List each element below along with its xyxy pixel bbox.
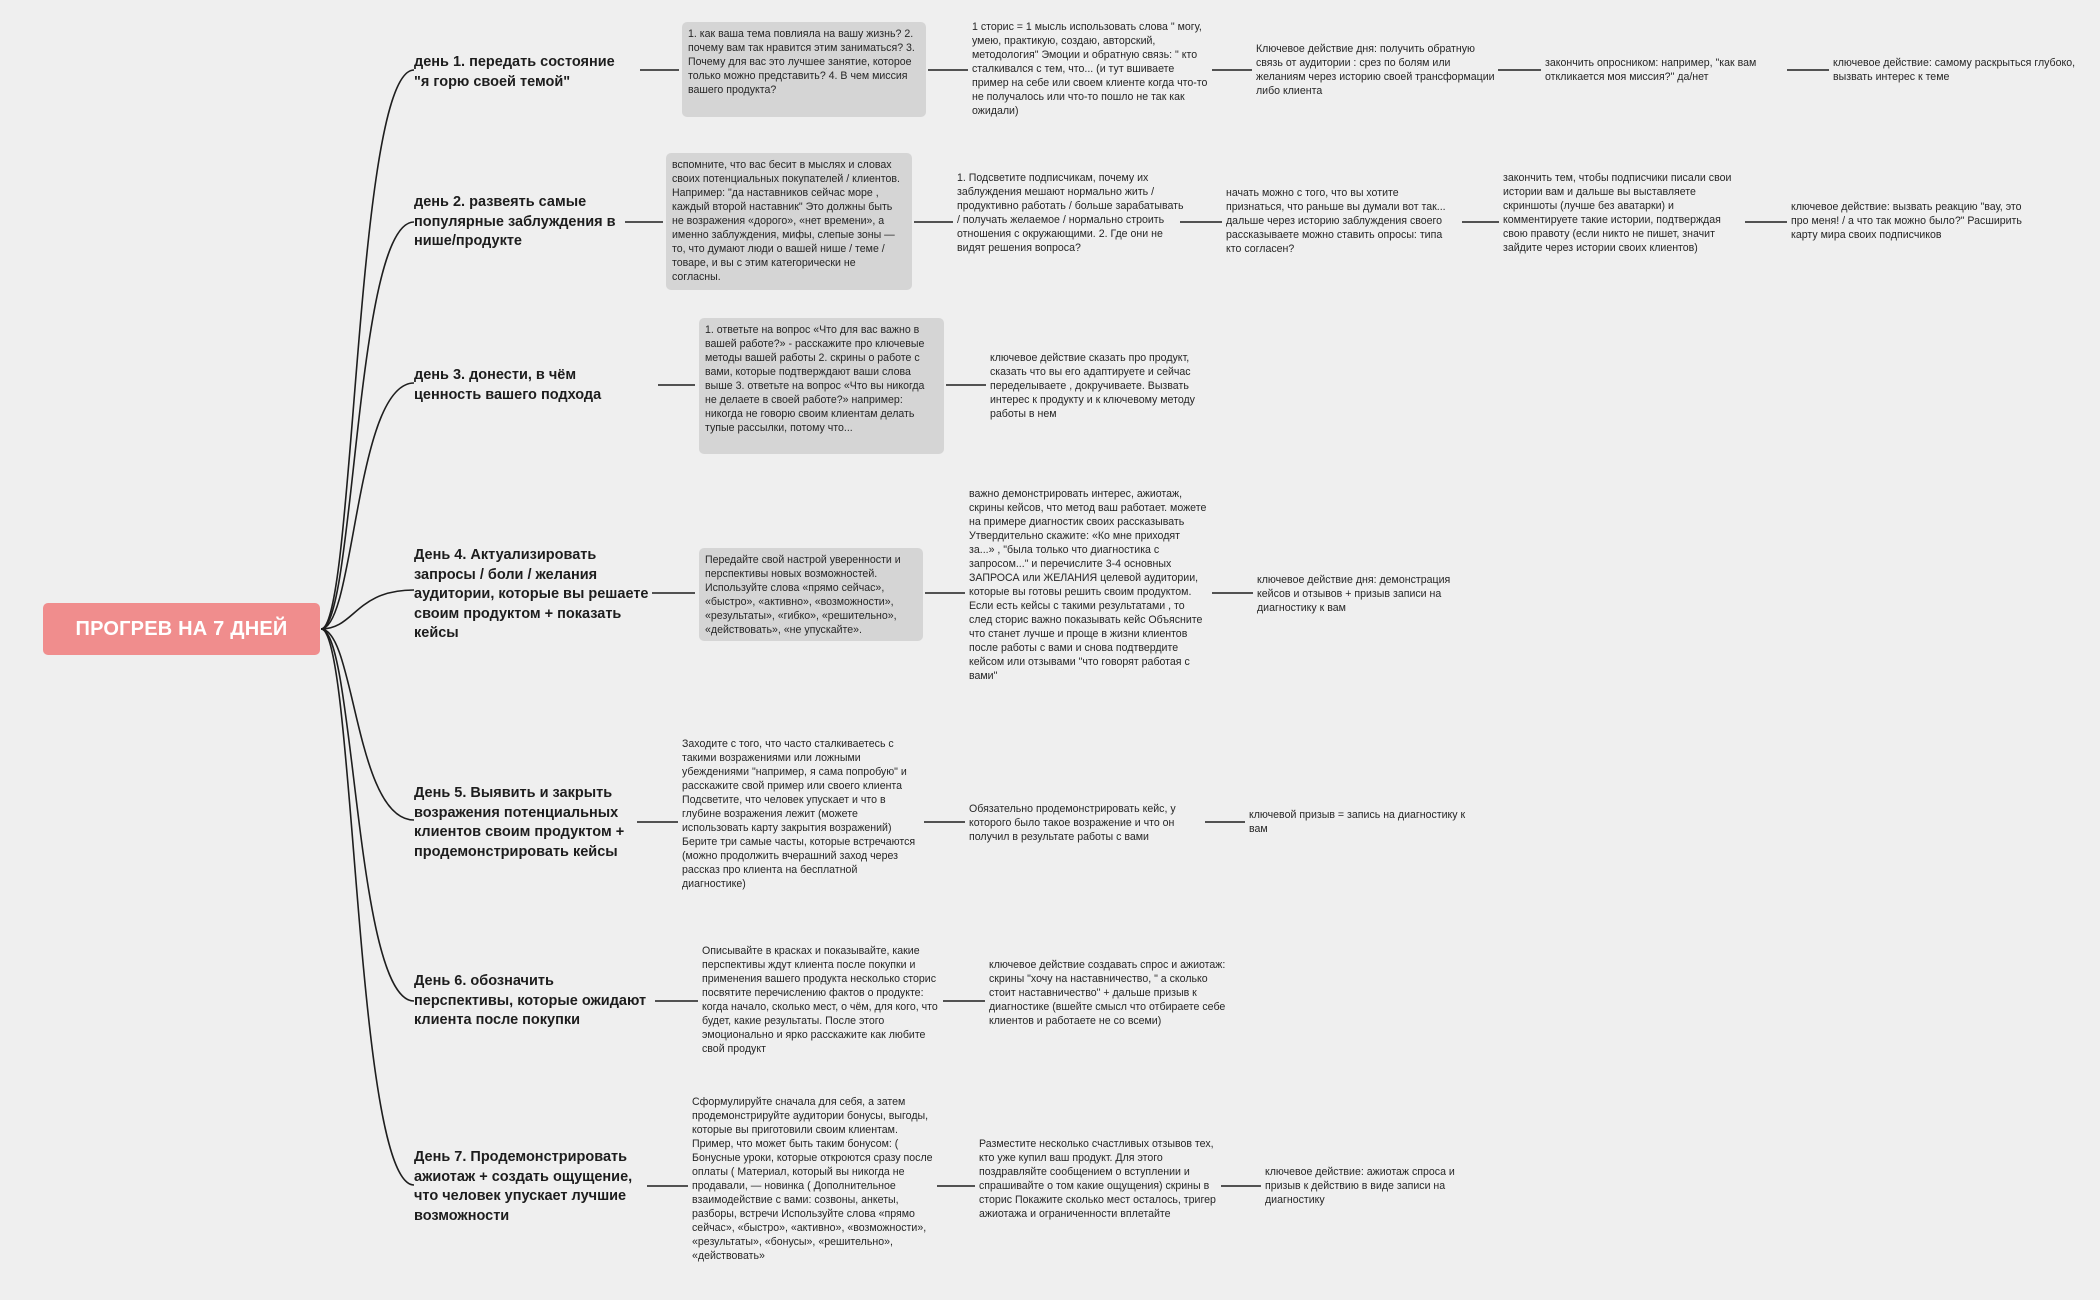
branch-1-node-1[interactable]: 1. как ваша тема повлияла на вашу жизнь? 2. почему вам так нравится этим заниматься? 3. Почему для вас это лучшее занятие, которое только можно представить? 4. В чем миссия вашего продукта?: [682, 22, 926, 117]
branch-6-node-1[interactable]: Описывайте в красках и показывайте, какие перспективы ждут клиента после покупки и применения вашего продукта несколько сторис посвятите перечислению фактов о продукте: когда начало, сколько мест, о чём, для кого, что будет, какие результаты. После этого эмоционально и ярко расскажите как любите свой продукт: [702, 945, 938, 1055]
branch-6-node-2[interactable]: ключевое действие создавать спрос и ажиотаж: скрины "хочу на наставничество, " а сколько стоит наставничество" + дальше призыв к диагностике (вшейте смысл что отбираете себе клиентов и работаете не со всеми): [989, 959, 1226, 1027]
branch-4-node-1[interactable]: Передайте свой настрой уверенности и перспективы новых возможностей. Используйте слова «прямо сейчас», «быстро», «активно», «возможности», «результаты», «гибко», «решительно», «действовать», «не упускайте».: [699, 548, 923, 641]
branch-2-node-2[interactable]: 1. Подсветите подписчикам, почему их заблуждения мешают нормально жить / продуктивно работать / больше зарабатывать / получать желаемое / нормально строить отношения с окружающими. 2. Где они не видят решения вопроса?: [957, 172, 1184, 254]
branch-1-title[interactable]: день 1. передать состояние "я горю своей темой": [414, 54, 615, 90]
branch-7-node-1[interactable]: Сформулируйте сначала для себя, а затем продемонстрируйте аудитории бонусы, выгоды, которые вы приготовили своим клиентам. Пример, что может быть таким бонусом: ( Бонусные уроки, которые откроются сразу после оплаты ( Материал, который вы никогда не продавали, — новинка ( Дополнительное взаимодействие с вами: созвоны, анкеты, разборы, встречи Используйте слова «прямо сейчас», «быстро», «активно», «возможности», «результаты», «бонусы», «решительно», «действовать»: [692, 1096, 933, 1262]
branch-1-node-5[interactable]: ключевое действие: самому раскрыться глубоко, вызвать интерес к теме: [1833, 57, 2076, 83]
branch-4-title[interactable]: День 4. Актуализировать запросы / боли / желания аудитории, которые вы решаете своим продуктом + показать кейсы: [414, 547, 649, 641]
branch-2-node-4[interactable]: закончить тем, чтобы подписчики писали свои истории вам и дальше вы выставляете скриншоты (лучше без аватарки) и комментируете такие истории, подтверждая свою правоту (если никто не пишет, значит зайдите через истории своих клиентов): [1503, 172, 1732, 254]
root-link-5: [321, 629, 414, 820]
branch-4-node-3[interactable]: ключевое действие дня: демонстрация кейсов и отзывов + призыв записи на диагностику к вам: [1257, 574, 1451, 614]
root-link-7: [321, 629, 414, 1185]
branch-7-node-3[interactable]: ключевое действие: ажиотаж спроса и призыв к действию в виде записи на диагностику: [1265, 1166, 1455, 1206]
branch-5-node-2[interactable]: Обязательно продемонстрировать кейс, у которого было такое возражение и что он получил в результате работы с вами: [969, 803, 1176, 843]
branch-5-node-1[interactable]: Заходите с того, что часто сталкиваетесь с такими возражениями или ложными убеждениями "например, я сама попробую" и расскажите свой пример или своего клиента Подсветите, что человек упускает и что в глубине возражения лежит (можете использовать карту закрытия возражений) Берите три самые часты, которые встречаются (можно продолжить вчерашний заход через рассказ про клиента на бесплатной диагностике): [682, 738, 916, 890]
branch-2-node-5[interactable]: ключевое действие: вызвать реакцию "вау, это про меня! / а что так можно было?" Расширить карту мира своих подписчиков: [1791, 201, 2022, 241]
branch-3-node-1[interactable]: 1. ответьте на вопрос «Что для вас важно в вашей работе?» - расскажите про ключевые методы вашей работы 2. скрины о работе с вами, которые подтверждают ваши слова выше 3. ответьте на вопрос «Что вы никогда не делаете в своей работе?» например: никогда не говорю своим клиентам делать тупые рассылки, потому что...: [699, 318, 944, 454]
branch-1-node-3[interactable]: Ключевое действие дня: получить обратную связь от аудитории : срез по болям или желаниям через историю своей трансформации либо клиента: [1256, 43, 1495, 97]
root-link-4: [321, 590, 414, 629]
branch-2-title[interactable]: день 2. развеять самые популярные заблуждения в нише/продукте: [414, 194, 616, 249]
branch-5-title[interactable]: День 5. Выявить и закрыть возражения потенциальных клиентов своим продуктом + продемонстрировать кейсы: [414, 785, 625, 860]
branch-1-node-4[interactable]: закончить опросником: например, "как вам откликается моя миссия?" да/нет: [1545, 57, 1757, 83]
branch-3-node-2[interactable]: ключевое действие сказать про продукт, сказать что вы его адаптируете и сейчас переделываете , докручиваете. Вызвать интерес к продукту и к ключевому методу работы в нем: [990, 352, 1195, 420]
branch-7-node-2[interactable]: Разместите несколько счастливых отзывов тех, кто уже купил ваш продукт. Для этого поздравляйте сообщением о вступлении и спрашивайте о том какие ощущения) скрины в сторис Покажите сколько мест осталось, тригер ажиотажа и ограниченности вплетайте: [979, 1138, 1216, 1220]
branch-5-node-3[interactable]: ключевой призыв = запись на диагностику к вам: [1249, 809, 1466, 835]
branch-2-node-3[interactable]: начать можно с того, что вы хотите признаться, что раньше вы думали вот так... дальше через историю заблуждения своего рассказываете можно ставить опросы: типа кто согласен?: [1226, 187, 1446, 255]
branch-2-node-1[interactable]: вспомните, что вас бесит в мыслях и словах своих потенциальных покупателей / клиентов. Например: "да наставников сейчас море , каждый второй наставник" Это должны быть не возражения «дорого», «нет времени», а именно заблуждения, мифы, слепые зоны — то, что думают люди о вашей нише / теме / товаре, и вы с этим категорически не согласны.: [666, 153, 912, 290]
branch-4-node-2[interactable]: важно демонстрировать интерес, ажиотаж, скрины кейсов, что метод ваш работает. можете на примере диагностик своих рассказывать Утвердительно скажите: «Ко мне приходят за...» , "была только что диагностика с запросом..." и перечислите 3-4 основных ЗАПРОСА или ЖЕЛАНИЯ целевой аудитории, которые вы готовы решить своим продуктом. Если есть кейсы с такими результатами , то след сторис важно показывать кейс Объясните что станет лучше и проще в жизни клиентов после работы с вами и снова подтвердите кейсом или отзывами "что говорят работая с вами": [969, 488, 1207, 682]
mind-map-root[interactable]: ПРОГРЕВ НА 7 ДНЕЙ: [43, 603, 320, 655]
root-link-2: [321, 222, 414, 629]
branch-7-title[interactable]: День 7. Продемонстрировать ажиотаж + создать ощущение, что человек упускает лучшие возможности: [414, 1149, 633, 1224]
branch-6-title[interactable]: День 6. обозначить перспективы, которые ожидают клиента после покупки: [414, 973, 647, 1028]
branch-1-node-2[interactable]: 1 сторис = 1 мысль использовать слова " могу, умею, практикую, создаю, авторский, методология" Эмоции и обратную связь: " кто сталкивался с тем, что... (и тут вшиваете пример на себе или своем клиенте когда что-то не получалось или что-то пошло не так как ожидали): [972, 21, 1208, 117]
branch-3-title[interactable]: день 3. донести, в чём ценность вашего подхода: [414, 367, 602, 403]
